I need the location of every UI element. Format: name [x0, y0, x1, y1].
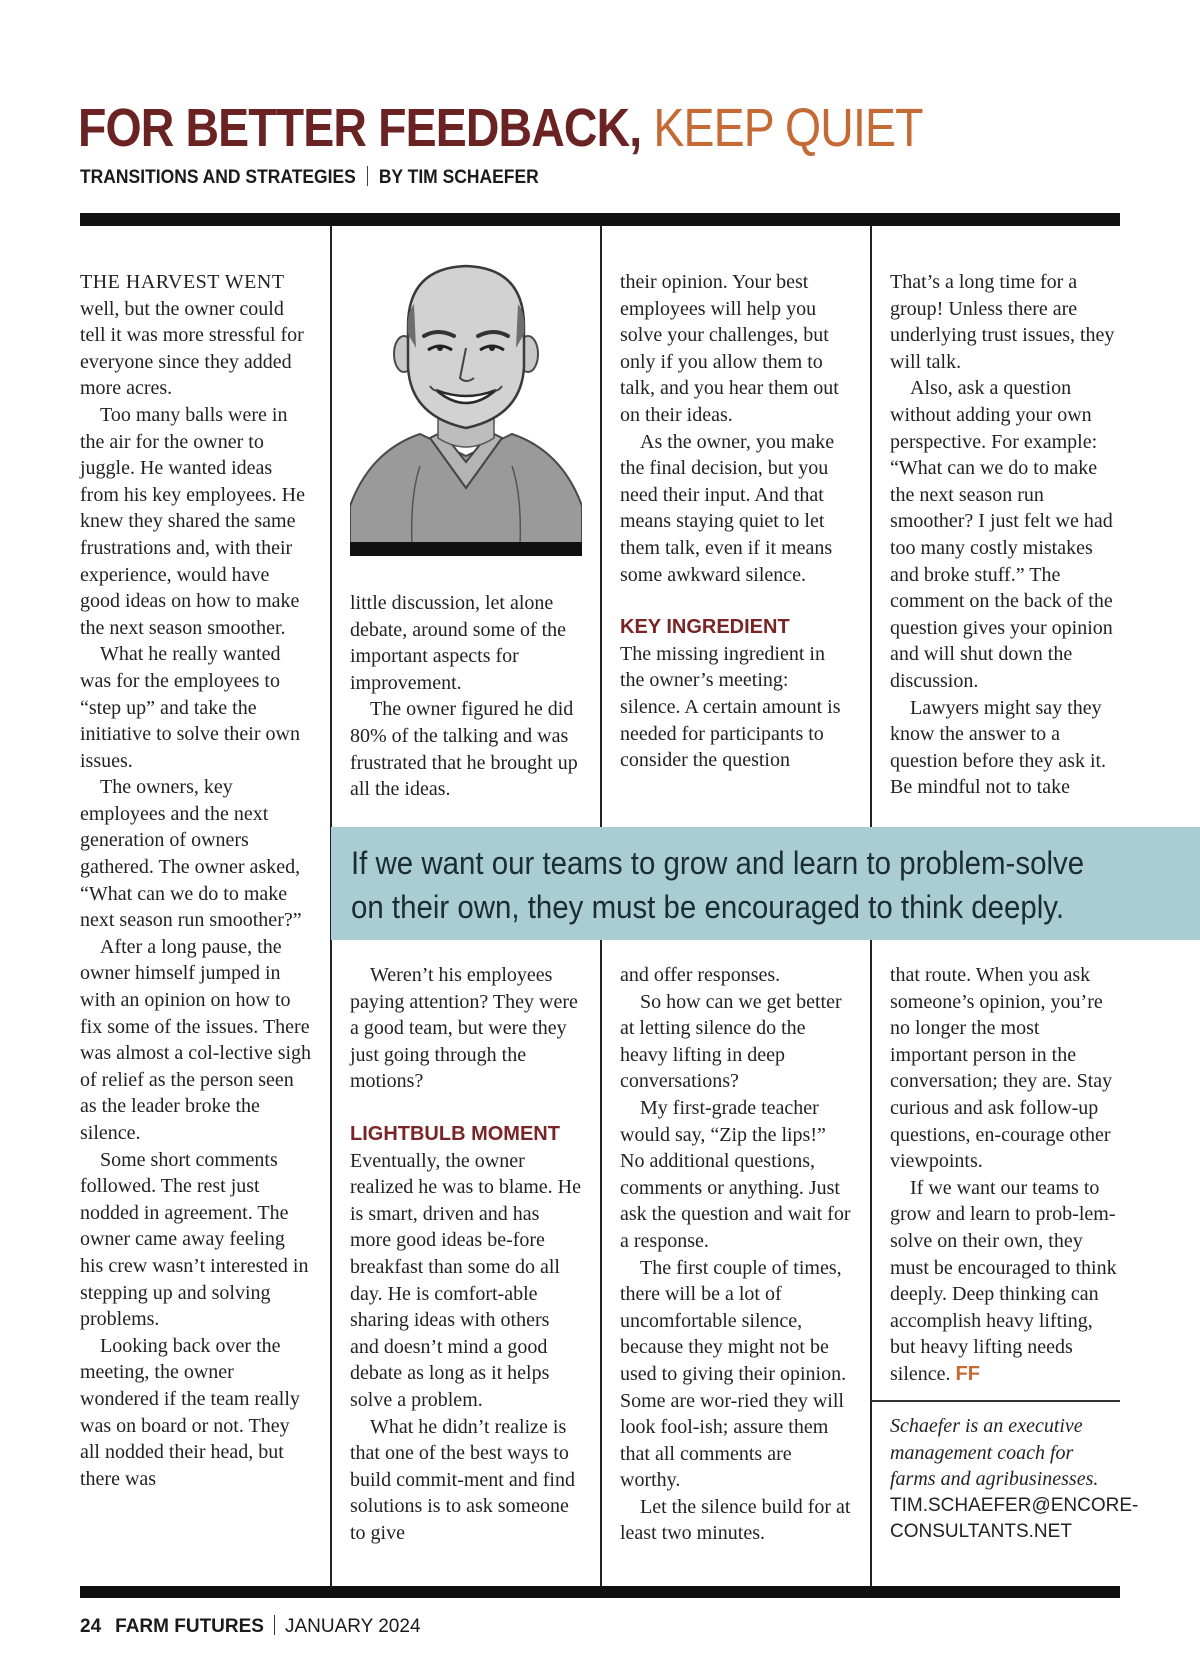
paragraph: Let the silence build for at least two minutes. — [620, 1495, 851, 1545]
paragraph: My first-grade teacher would say, “Zip the lips!” No additional questions, comments or anything. Just ask the question and wait for a response. — [620, 1096, 851, 1252]
column-divider — [600, 226, 602, 827]
paragraph: What he really wanted was for the employees to “step up” and take the initiative to solve their own issues. — [80, 643, 300, 772]
paragraph: little discussion, let alone debate, around some of the important aspects for improvement. — [350, 592, 567, 694]
pull-quote-line: on their own, they must be encouraged to think deeply. — [351, 889, 1064, 925]
paragraph: Lawyers might say they know the answer to a question before they ask it. Be mindful not to take — [890, 696, 1107, 799]
closing-text: If we want our teams to grow and learn to prob-lem-solve on their own, they must be encouraged to think deeply. Deep thinking can accomplish heavy lifting, but heavy lifting needs silence. — [890, 1176, 1117, 1385]
paragraph: that route. When you ask someone’s opinion, you’re no longer the most important person in the conversation; they are. Stay curious and ask follow-up questions, en-courage other viewpoints. — [890, 964, 1113, 1173]
paragraph: The missing ingredient in the owner’s meeting: silence. A certain amount is needed for participants to consider the question — [620, 642, 841, 772]
column-2-top — [350, 590, 582, 803]
paragraph — [80, 269, 312, 402]
paragraph: The owners, key employees and the next generation of owners gathered. The owner asked, “What can we do to make next season run smoother?” — [80, 776, 302, 932]
bio-rule — [871, 1400, 1120, 1402]
column-divider — [600, 940, 602, 1586]
headline — [78, 88, 923, 168]
column-divider — [870, 940, 872, 1586]
column-4-bottom — [890, 962, 1122, 1388]
paragraph: Also, ask a question without adding your own perspective. For example: “What can we do to make the next season run smoother? I just felt we had too many costly mistakes and broke stuff.” The comment on the back of the question gives your opinion and will shut down the discussion. — [890, 377, 1113, 692]
bio-email-line: TIM.SCHAEFER@ENCORE- — [890, 1494, 1139, 1516]
paragraph: Weren’t his employees paying attention? They were a good team, but were they just going through the motions? — [350, 964, 578, 1093]
magazine-name: FARM FUTURES — [115, 1616, 264, 1637]
paragraph: Too many balls were in the air for the owner to juggle. He wanted ideas from his key employees. He knew they shared the same frustrations and, with their experience, would have good ideas on how to make the next season smoother. — [80, 403, 305, 639]
paragraph: So how can we get better at letting silence do the heavy lifting in deep conversations? — [620, 990, 842, 1093]
end-mark: FF — [955, 1362, 980, 1385]
portrait-illustration — [350, 256, 582, 546]
column-3-bottom — [620, 962, 852, 1547]
byline — [80, 165, 539, 191]
paragraph: As the owner, you make the final decision, but you need their input. And that means staying quiet to let them talk, even if it means some awkward silence. — [620, 430, 835, 586]
author-portrait — [350, 256, 582, 556]
column-4-top — [890, 269, 1122, 801]
byline-divider — [367, 166, 368, 186]
subhead-key-ingredient: KEY INGREDIENT — [620, 616, 790, 639]
author-bio — [890, 1413, 1139, 1546]
paragraph: What he didn’t realize is that one of the best ways to build commit-ment and find solutions is to ask someone to give — [350, 1415, 575, 1544]
paragraph: and offer responses. — [620, 964, 781, 986]
page-footer — [80, 1614, 421, 1640]
bio-text: Schaefer is an executive management coach for farms and agribusinesses. — [890, 1415, 1099, 1491]
paragraph: Some short comments followed. The rest just nodded in agreement. The owner came away feeling his crew wasn’t interested in stepping up and solving problems. — [80, 1148, 309, 1331]
paragraph: Looking back over the meeting, the owner wondered if the team really was on board or not. They all nodded their head, but there was — [80, 1334, 300, 1490]
lead-text: well, but the owner could tell it was more stressful for everyone since they added more acres. — [80, 297, 304, 400]
column-divider — [870, 226, 872, 827]
paragraph: After a long pause, the owner himself jumped in with an opinion on how to fix some of the issues. There was almost a col-lective sigh of relief as the person seen as the leader broke the silence. — [80, 935, 312, 1144]
bottom-rule — [80, 1586, 1120, 1598]
pull-quote — [331, 827, 1200, 940]
paragraph: That’s a long time for a group! Unless there are underlying trust issues, they will talk. — [890, 271, 1115, 373]
paragraph: their opinion. Your best employees will help you solve your challenges, but only if you allow them to talk, and you hear them out on their ideas. — [620, 271, 839, 426]
paragraph: The owner figured he did 80% of the talking and was frustrated that he brought up all the ideas. — [350, 698, 578, 801]
page-number: 24 — [80, 1616, 102, 1637]
paragraph: Eventually, the owner realized he was to blame. He is smart, driven and has more good ideas be-fore breakfast than some do all day. He is comfort-able sharing ideas with others and doesn’t mind a good debate as long as it helps solve a problem. — [350, 1149, 582, 1411]
footer-divider — [274, 1615, 275, 1635]
bio-email-line: CONSULTANTS.NET — [890, 1521, 1072, 1543]
portrait-bar — [350, 542, 582, 556]
paragraph — [890, 1175, 1122, 1388]
headline-strong: FOR BETTER FEEDBACK, — [78, 98, 642, 158]
column-3-top — [620, 269, 852, 774]
paragraph: The first couple of times, there will be a lot of uncomfortable silence, because they might not be used to giving their opinion. Some are wor-ried they will look fool-ish; assure them that all comments are worthy. — [620, 1256, 847, 1492]
column-1 — [80, 269, 312, 1492]
pull-quote-line: If we want our teams to grow and learn to problem-solve — [351, 845, 1085, 881]
column-2-bottom — [350, 962, 582, 1546]
issue-date: JANUARY 2024 — [284, 1616, 421, 1637]
author-label: BY TIM SCHAEFER — [378, 167, 539, 188]
section-label: TRANSITIONS AND STRATEGIES — [80, 167, 356, 188]
lead-in-caps: THE HARVEST WENT — [80, 271, 285, 293]
top-rule — [80, 213, 1120, 226]
subhead-lightbulb-moment: LIGHTBULB MOMENT — [350, 1122, 560, 1145]
headline-light: KEEP QUIET — [653, 98, 923, 158]
